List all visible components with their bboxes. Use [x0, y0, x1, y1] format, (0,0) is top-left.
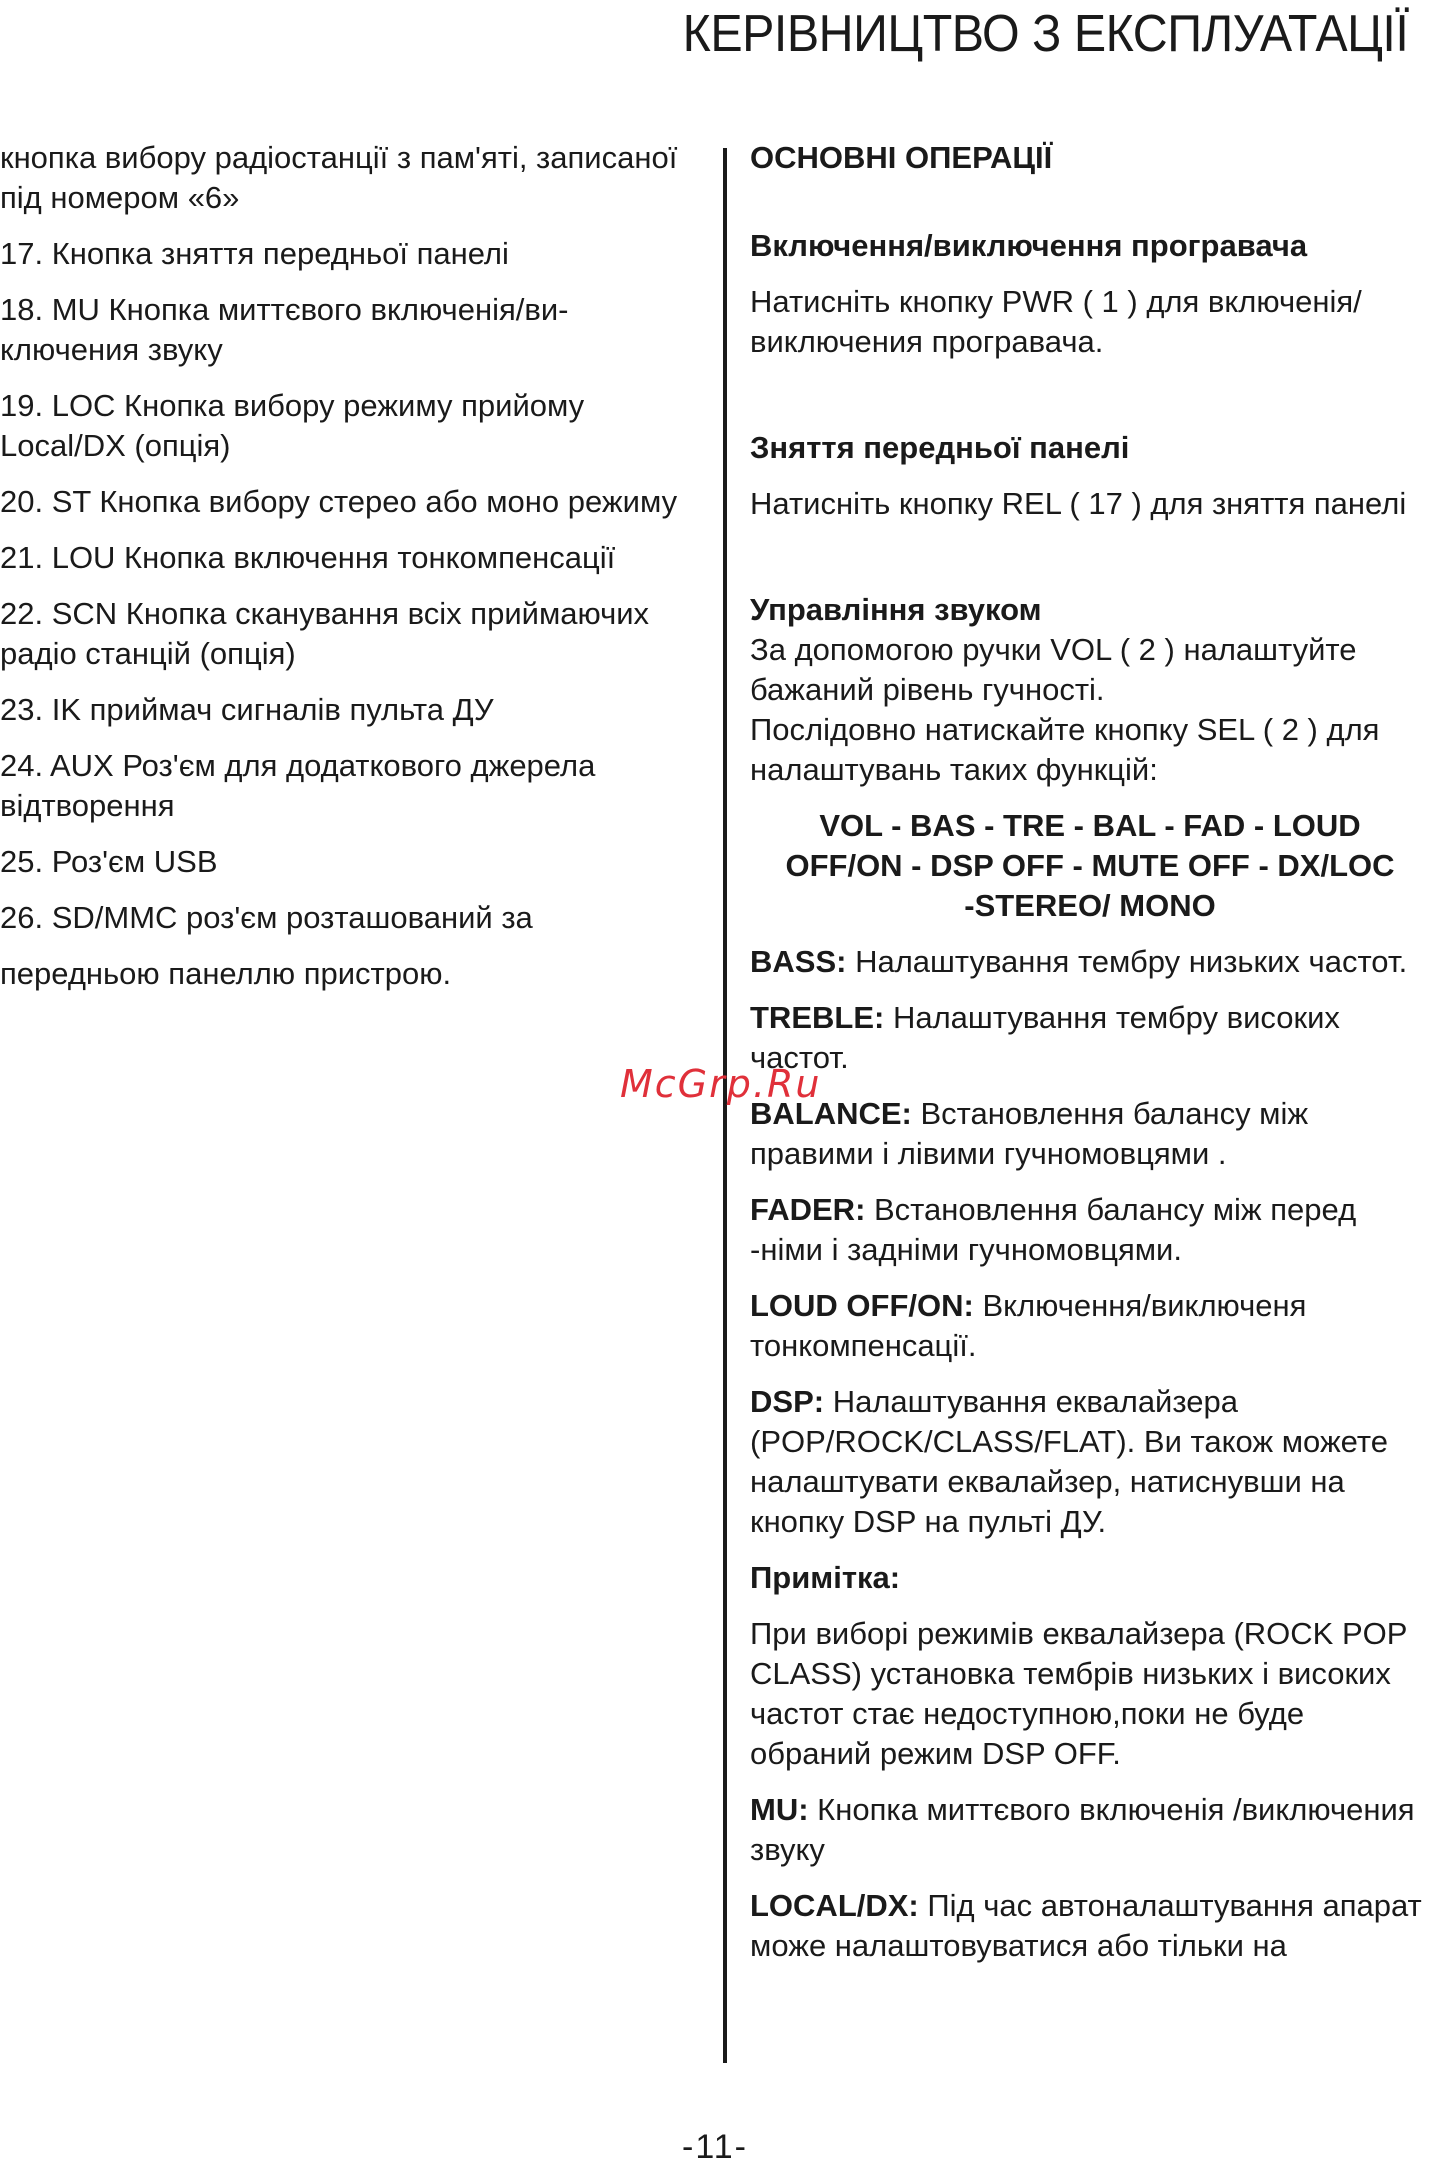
definition-text: Налаштування тембру низьких частот.	[846, 944, 1408, 979]
list-item: 24. AUX Роз'єм для додаткового джерела відтворення	[0, 748, 596, 823]
list-item: 18. MU Кнопка миттєвого включенія/ви-ключения звуку	[0, 292, 569, 367]
definition-term: MU:	[750, 1792, 809, 1827]
power-text: Натисніть кнопку PWR ( 1 ) для включенія/виключения програвача.	[750, 284, 1362, 359]
definition-text: Налаштування тембру високих частот.	[750, 1000, 1340, 1075]
list-item: 21. LOU Кнопка включення тонкомпенсації	[0, 540, 616, 575]
definition-treble	[750, 998, 1430, 1078]
definition-term: LOCAL/DX:	[750, 1888, 919, 1923]
note-title: Примітка:	[750, 1560, 901, 1595]
page-number: -11-	[682, 2128, 748, 2166]
definition-text: Під час автоналаштування апарат може налаштовуватися або тільки на	[750, 1888, 1422, 1963]
definition-term: DSP:	[750, 1384, 825, 1419]
definition-loud	[750, 1286, 1430, 1366]
function-sequence-line: OFF/ON - DSP OFF - MUTE OFF - DX/LOC	[785, 848, 1395, 883]
function-sequence	[750, 806, 1430, 926]
sound-text-2: Послідовно натискайте кнопку SEL ( 2 ) для налаштувань таких функцій:	[750, 712, 1380, 787]
definition-text: Встановлення балансу між правими і лівими гучномовцями .	[750, 1096, 1309, 1171]
list-item: 20. ST Кнопка вибору стерео або моно режиму	[0, 484, 678, 519]
definition-text: Кнопка миттєвого включенія /виключения звуку	[750, 1792, 1415, 1867]
panel-title: Зняття передньої панелі	[750, 430, 1130, 465]
definition-fader	[750, 1190, 1430, 1270]
definition-term: BALANCE:	[750, 1096, 912, 1131]
definition-dsp	[750, 1382, 1430, 1542]
definition-bass	[750, 942, 1430, 982]
definition-mu	[750, 1790, 1430, 1870]
list-item: передньою панеллю пристрою.	[0, 956, 452, 991]
page-title: КЕРІВНИЦТВО З ЕКСПЛУАТАЦІЇ	[682, 5, 1408, 63]
left-column	[0, 138, 700, 1010]
function-sequence-line: VOL - BAS - TRE - BAL - FAD - LOUD	[819, 808, 1361, 843]
definition-local-dx	[750, 1886, 1430, 1966]
definition-text: Налаштування еквалайзера (POP/ROCK/CLASS/FLAT). Ви також можете налаштувати еквалайзер, натиснувши на кнопку DSP на пульті ДУ.	[750, 1384, 1388, 1539]
section-title: ОСНОВНІ ОПЕРАЦІЇ	[750, 140, 1053, 175]
list-item: кнопка вибору радіостанції з пам'яті, записаної під номером «6»	[0, 140, 678, 215]
note-text: При виборі режимів еквалайзера (ROCK POP CLASS) установка тембрів низьких і високих частот стає недоступною,поки не буде обраний режим DSP OFF.	[750, 1616, 1407, 1771]
watermark: McGrp.Ru	[620, 1062, 822, 1106]
sound-title: Управління звуком	[750, 592, 1042, 627]
panel-text: Натисніть кнопку REL ( 17 ) для зняття панелі	[750, 486, 1407, 521]
list-item: 26. SD/MMC роз'єм розташований за	[0, 900, 533, 935]
power-title: Включення/виключення програвача	[750, 228, 1308, 263]
list-item: 19. LOC Кнопка вибору режиму прийому Local/DX (опція)	[0, 388, 585, 463]
list-item: 25. Роз'єм USB	[0, 844, 218, 879]
definition-balance	[750, 1094, 1430, 1174]
definition-term: TREBLE:	[750, 1000, 885, 1035]
list-item: 23. IK приймач сигналів пульта ДУ	[0, 692, 494, 727]
definition-term: BASS:	[750, 944, 847, 979]
list-item: 17. Кнопка зняття передньої панелі	[0, 236, 509, 271]
sound-text-1: За допомогою ручки VOL ( 2 ) налаштуйте бажаний рівень гучності.	[750, 632, 1357, 707]
list-item: 22. SCN Кнопка сканування всіх приймаючих радіо станцій (опція)	[0, 596, 650, 671]
definition-term: FADER:	[750, 1192, 866, 1227]
definition-term: LOUD OFF/ON:	[750, 1288, 974, 1323]
definition-text: Встановлення балансу між перед -німи і задніми гучномовцями.	[750, 1192, 1357, 1267]
definition-text: Включення/виключеня тонкомпенсації.	[750, 1288, 1307, 1363]
function-sequence-line: -STEREO/ MONO	[964, 888, 1216, 923]
right-column	[750, 138, 1430, 1982]
